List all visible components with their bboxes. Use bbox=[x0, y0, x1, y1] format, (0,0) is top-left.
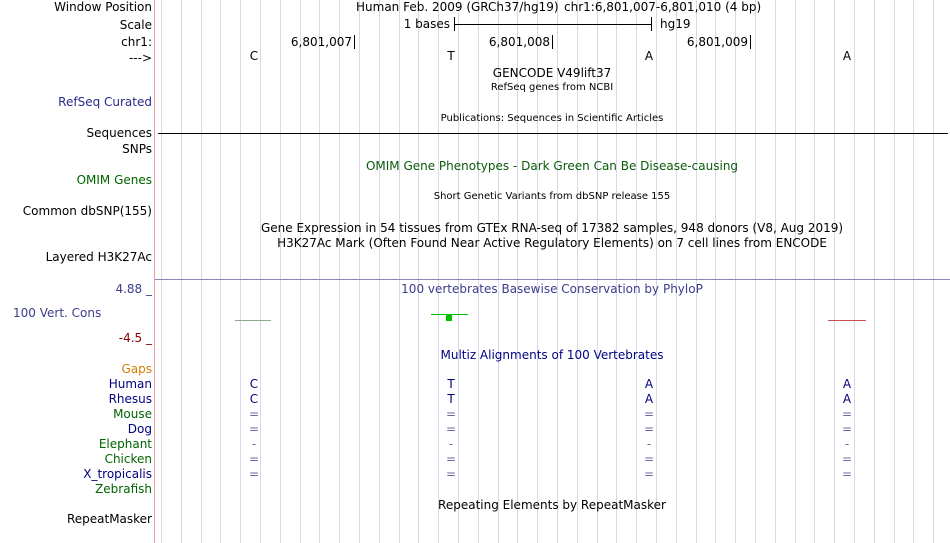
gencode-track-title[interactable]: GENCODE V49lift37 bbox=[492, 66, 612, 80]
grid-line bbox=[913, 0, 914, 543]
snps-track-label[interactable]: SNPs bbox=[122, 142, 152, 156]
h3k27ac-track-label[interactable]: Layered H3K27Ac bbox=[45, 250, 152, 264]
scale-bar bbox=[454, 24, 652, 25]
label-column-divider bbox=[154, 0, 155, 543]
grid-line bbox=[240, 0, 241, 543]
alignment-base: = bbox=[643, 407, 655, 421]
alignment-base: A bbox=[842, 392, 852, 406]
cons-bar-2-peak bbox=[446, 314, 452, 321]
cons-track-label[interactable]: 100 Vert. Cons bbox=[13, 306, 102, 320]
grid-line bbox=[755, 0, 756, 543]
sequences-track-label[interactable]: Sequences bbox=[86, 126, 152, 140]
coord-tick-2 bbox=[552, 35, 553, 49]
alignment-base: = bbox=[841, 407, 853, 421]
grid-line bbox=[418, 0, 419, 543]
cons-bar-1 bbox=[235, 320, 271, 321]
grid-line bbox=[775, 0, 776, 543]
grid-line bbox=[676, 0, 677, 543]
species-label[interactable]: Elephant bbox=[98, 437, 152, 451]
grid-line bbox=[795, 0, 796, 543]
chrom-label: chr1: bbox=[121, 35, 152, 49]
species-label[interactable]: Rhesus bbox=[108, 392, 152, 406]
multiz-track-title[interactable]: Multiz Alignments of 100 Vertebrates bbox=[440, 348, 664, 362]
species-label[interactable]: Human bbox=[108, 377, 152, 391]
grid-line bbox=[735, 0, 736, 543]
grid-line bbox=[438, 0, 439, 543]
grid-line bbox=[201, 0, 202, 543]
grid-line bbox=[715, 0, 716, 543]
alignment-base: = bbox=[643, 422, 655, 436]
coord-1: 6,801,007 bbox=[290, 35, 352, 49]
grid-line bbox=[220, 0, 221, 543]
species-label[interactable]: X_tropicalis bbox=[83, 467, 152, 481]
alignment-base: - bbox=[844, 437, 850, 451]
grid-line bbox=[834, 0, 835, 543]
coord-tick-1 bbox=[354, 35, 355, 49]
alignment-base: = bbox=[841, 452, 853, 466]
grid-line bbox=[280, 0, 281, 543]
species-label[interactable]: Mouse bbox=[113, 407, 152, 421]
alignment-base: = bbox=[445, 467, 457, 481]
scale-assembly: hg19 bbox=[660, 17, 691, 31]
publications-track-title[interactable]: Publications: Sequences in Scientific Articles bbox=[440, 113, 664, 124]
scale-label: Scale bbox=[119, 18, 152, 32]
grid-line bbox=[696, 0, 697, 543]
cons-bar-4 bbox=[828, 320, 866, 321]
ref-base-1[interactable]: C bbox=[249, 49, 259, 63]
grid-line bbox=[339, 0, 340, 543]
species-label[interactable]: Zebrafish bbox=[95, 482, 152, 496]
grid-line bbox=[399, 0, 400, 543]
sequences-track-line bbox=[158, 133, 948, 134]
omim-track-label[interactable]: OMIM Genes bbox=[76, 173, 152, 187]
alignment-base: = bbox=[445, 452, 457, 466]
alignment-base: T bbox=[447, 392, 455, 406]
alignment-base: = bbox=[643, 452, 655, 466]
coord-3: 6,801,009 bbox=[686, 35, 748, 49]
grid-line bbox=[933, 0, 934, 543]
alignment-base: C bbox=[249, 392, 259, 406]
alignment-base: = bbox=[248, 452, 260, 466]
alignment-base: - bbox=[646, 437, 652, 451]
ref-base-3[interactable]: A bbox=[644, 49, 654, 63]
gtex-track-title[interactable]: Gene Expression in 54 tissues from GTEx RNA-seq of 17382 samples, 948 donors (V8, Aug 2019) bbox=[260, 221, 844, 235]
grid-line bbox=[319, 0, 320, 543]
refseq-track-title[interactable]: RefSeq genes from NCBI bbox=[490, 82, 614, 93]
grid-line bbox=[300, 0, 301, 543]
coord-2: 6,801,008 bbox=[488, 35, 550, 49]
ref-base-4[interactable]: A bbox=[842, 49, 852, 63]
coord-tick-3 bbox=[750, 35, 751, 49]
scale-bar-right bbox=[651, 17, 652, 31]
h3k27ac-track-title[interactable]: H3K27Ac Mark (Often Found Near Active Regulatory Elements) on 7 cell lines from ENCODE bbox=[277, 236, 827, 250]
grid-line bbox=[181, 0, 182, 543]
window-position-label: Window Position bbox=[54, 0, 152, 14]
gaps-label: Gaps bbox=[121, 362, 152, 376]
assembly-title: Human Feb. 2009 (GRCh37/hg19) bbox=[356, 0, 559, 14]
alignment-base: C bbox=[249, 377, 259, 391]
grid-line bbox=[379, 0, 380, 543]
alignment-base: = bbox=[841, 467, 853, 481]
grid-line bbox=[814, 0, 815, 543]
dbsnp-track-label[interactable]: Common dbSNP(155) bbox=[22, 204, 152, 218]
alignment-base: = bbox=[445, 422, 457, 436]
strand-label: ---> bbox=[128, 51, 152, 65]
scale-value: 1 bases bbox=[403, 17, 450, 31]
repeat-track-label[interactable]: RepeatMasker bbox=[66, 512, 152, 526]
alignment-base: A bbox=[644, 377, 654, 391]
grid-line bbox=[161, 0, 162, 543]
dbsnp-track-title[interactable]: Short Genetic Variants from dbSNP release 155 bbox=[433, 191, 671, 202]
alignment-base: = bbox=[841, 422, 853, 436]
alignment-base: - bbox=[251, 437, 257, 451]
track-separator bbox=[155, 279, 950, 280]
omim-track-title[interactable]: OMIM Gene Phenotypes - Dark Green Can Be Disease-causing bbox=[365, 159, 739, 173]
alignment-base: - bbox=[448, 437, 454, 451]
cons-min-label: -4.5 _ bbox=[118, 331, 152, 345]
alignment-base: = bbox=[248, 407, 260, 421]
alignment-base: A bbox=[644, 392, 654, 406]
cons-max-label: 4.88 _ bbox=[115, 282, 152, 296]
cons-track-title[interactable]: 100 vertebrates Basewise Conservation by PhyloP bbox=[401, 282, 703, 296]
grid-line bbox=[894, 0, 895, 543]
grid-line bbox=[874, 0, 875, 543]
grid-line bbox=[359, 0, 360, 543]
refseq-track-label[interactable]: RefSeq Curated bbox=[58, 95, 152, 109]
species-label[interactable]: Chicken bbox=[104, 452, 152, 466]
alignment-base: = bbox=[248, 422, 260, 436]
alignment-base: A bbox=[842, 377, 852, 391]
species-label[interactable]: Dog bbox=[127, 422, 152, 436]
alignment-base: T bbox=[447, 377, 455, 391]
alignment-base: = bbox=[248, 467, 260, 481]
position-readout: chr1:6,801,007-6,801,010 (4 bp) bbox=[564, 0, 762, 14]
ref-base-2[interactable]: T bbox=[447, 49, 455, 63]
repeat-track-title[interactable]: Repeating Elements by RepeatMasker bbox=[438, 498, 666, 512]
alignment-base: = bbox=[445, 407, 457, 421]
alignment-base: = bbox=[643, 467, 655, 481]
